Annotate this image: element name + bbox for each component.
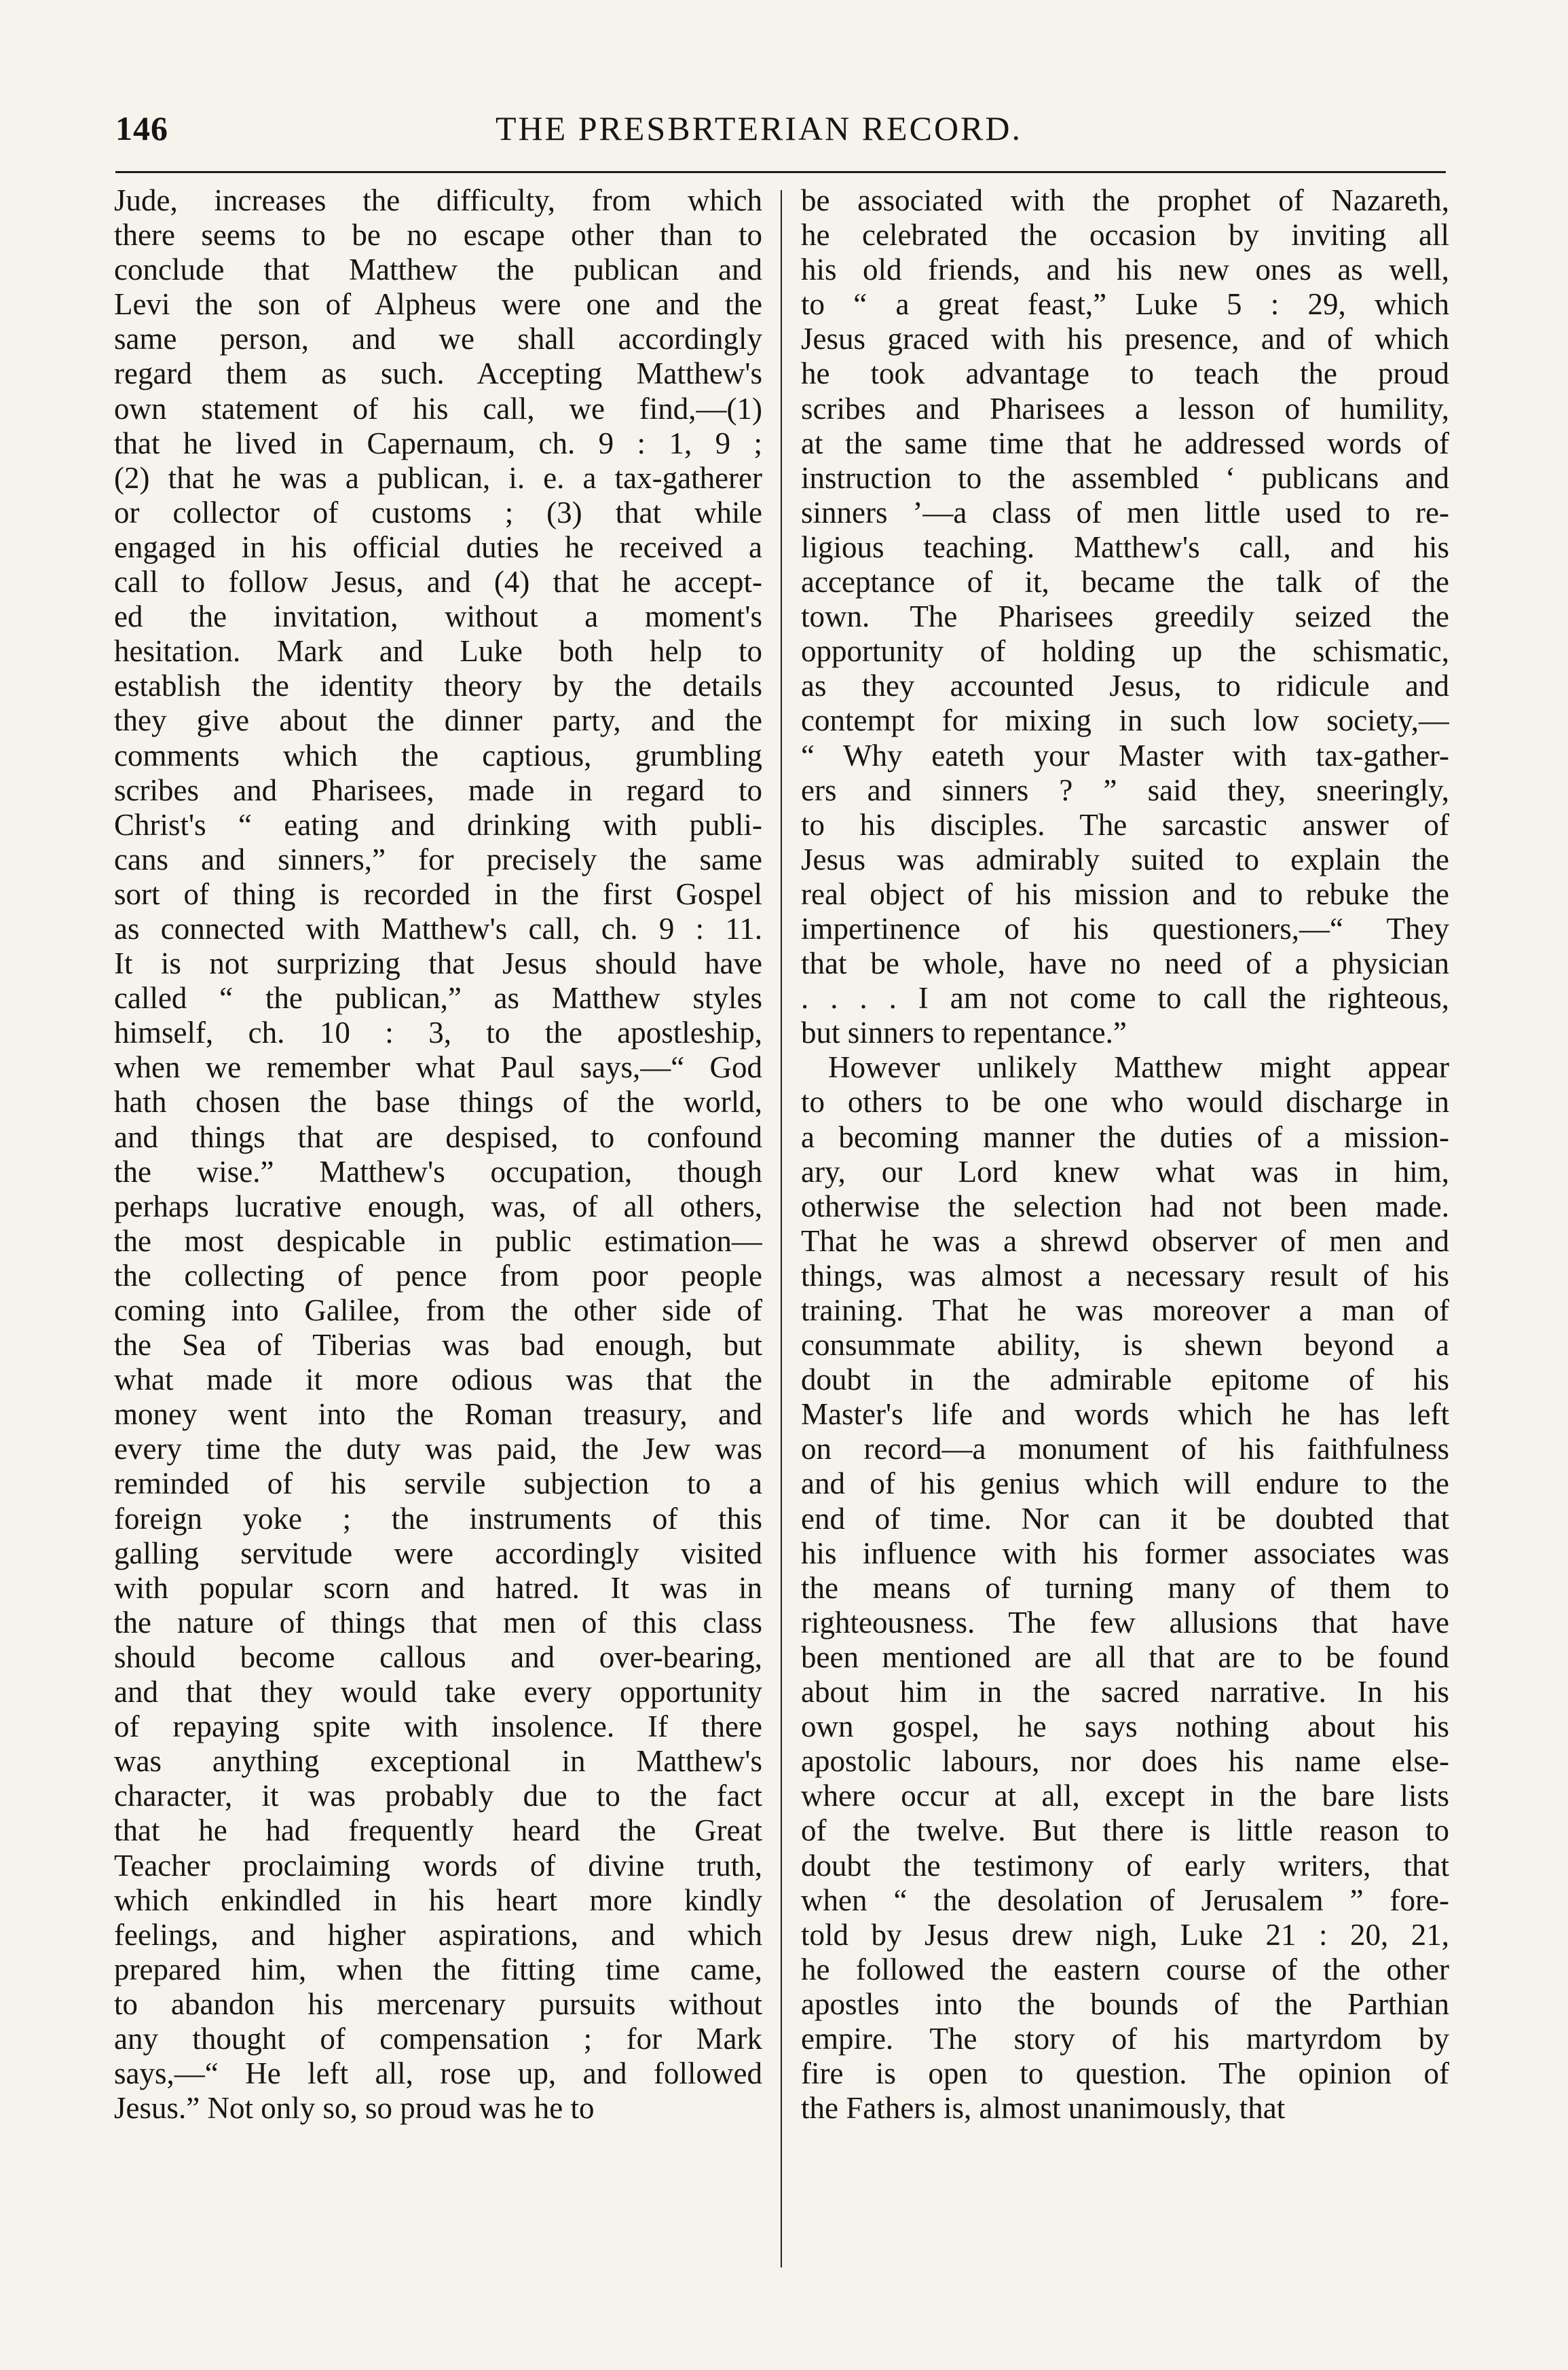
text-line: Levi the son of Alpheus were one and the (114, 287, 762, 322)
text-line: instruction to the assembled ‘ publicans and (801, 460, 1449, 495)
text-line: of the twelve. But there is little reason to (801, 1813, 1449, 1848)
text-line: doubt in the admirable epitome of his (801, 1363, 1449, 1397)
text-line: However unlikely Matthew might appear (828, 1050, 1449, 1085)
text-line: at the same time that he addressed words of (801, 426, 1449, 460)
text-line: the most despicable in public estimation— (114, 1223, 762, 1258)
text-line: be associated with the prophet of Nazareth, (801, 183, 1449, 217)
text-line: the nature of things that men of this class (114, 1605, 762, 1640)
text-line: end of time. Nor can it be doubted that (801, 1501, 1449, 1536)
text-line: sinners ’—a class of men little used to re- (801, 495, 1449, 530)
text-line: what made it more odious was that the (114, 1363, 762, 1397)
text-line: they give about the dinner party, and the (114, 703, 762, 738)
text-line: that be whole, have no need of a physician (801, 946, 1449, 981)
text-line: any thought of compensation ; for Mark (114, 2021, 762, 2056)
text-line: told by Jesus drew nigh, Luke 21 : 20, 21, (801, 1917, 1449, 1952)
text-line: righteousness. The few allusions that have (801, 1605, 1449, 1640)
text-line: he followed the eastern course of the other (801, 1952, 1449, 1986)
text-line: hesitation. Mark and Luke both help to (114, 634, 762, 669)
text-line: a becoming manner the duties of a mission- (801, 1119, 1449, 1154)
page-header (115, 109, 1446, 156)
text-line: ary, our Lord knew what was in him, (801, 1154, 1449, 1189)
text-line: and of his genius which will endure to the (801, 1466, 1449, 1501)
text-line: of repaying spite with insolence. If there (114, 1709, 762, 1744)
text-line: the Sea of Tiberias was bad enough, but (114, 1328, 762, 1363)
text-line: where occur at all, except in the bare lists (801, 1779, 1449, 1813)
text-line: apostolic labours, nor does his name else- (801, 1744, 1449, 1779)
text-line: things, was almost a necessary result of his (801, 1258, 1449, 1293)
text-line: ed the invitation, without a moment's (114, 599, 762, 634)
text-line: coming into Galilee, from the other side of (114, 1293, 762, 1327)
text-line: otherwise the selection had not been made. (801, 1189, 1449, 1223)
text-line: impertinence of his questioners,—“ They (801, 911, 1449, 946)
text-line: contempt for mixing in such low society,— (801, 703, 1449, 738)
header-rule (115, 171, 1446, 173)
text-line: his influence with his former associates was (801, 1536, 1449, 1570)
text-line: acceptance of it, became the talk of the (801, 565, 1449, 599)
text-line: on record—a monument of his faithfulness (801, 1432, 1449, 1466)
text-line: to “ a great feast,” Luke 5 : 29, which (801, 287, 1449, 322)
left-column (114, 183, 762, 2126)
text-line: which enkindled in his heart more kindly (114, 1883, 762, 1917)
text-line: doubt the testimony of early writers, that (801, 1848, 1449, 1883)
text-line: empire. The story of his martyrdom by (801, 2021, 1449, 2056)
text-line: Jesus graced with his presence, and of which (801, 322, 1449, 356)
text-line: call to follow Jesus, and (4) that he accept- (114, 565, 762, 599)
text-line: scribes and Pharisees a lesson of humility, (801, 391, 1449, 426)
column-divider (781, 190, 782, 2267)
text-line: or collector of customs ; (3) that while (114, 495, 762, 530)
text-line: the collecting of pence from poor people (114, 1258, 762, 1293)
text-line: himself, ch. 10 : 3, to the apostleship, (114, 1016, 762, 1050)
text-line: he took advantage to teach the proud (801, 356, 1449, 391)
text-line: . . . . I am not come to call the righteous, (801, 981, 1449, 1016)
text-line: when we remember what Paul says,—“ God (114, 1050, 762, 1085)
text-line: ligious teaching. Matthew's call, and his (801, 530, 1449, 564)
text-line: about him in the sacred narrative. In his (801, 1675, 1449, 1709)
text-line: was anything exceptional in Matthew's (114, 1744, 762, 1779)
text-line: perhaps lucrative enough, was, of all others, (114, 1189, 762, 1223)
text-line: apostles into the bounds of the Parthian (801, 1986, 1449, 2021)
text-line: “ Why eateth your Master with tax-gather- (801, 738, 1449, 773)
text-line: opportunity of holding up the schismatic, (801, 634, 1449, 669)
text-line: ers and sinners ? ” said they, sneeringly, (801, 773, 1449, 807)
text-line: sort of thing is recorded in the first Gospel (114, 876, 762, 911)
text-line: he celebrated the occasion by inviting all (801, 218, 1449, 253)
text-line: galling servitude were accordingly visited (114, 1536, 762, 1570)
text-line: called “ the publican,” as Matthew styles (114, 981, 762, 1016)
text-line: comments which the captious, grumbling (114, 738, 762, 773)
text-line: Jesus was admirably suited to explain the (801, 842, 1449, 876)
text-line: regard them as such. Accepting Matthew's (114, 356, 762, 391)
text-line: Teacher proclaiming words of divine truth, (114, 1848, 762, 1883)
text-line: and things that are despised, to confound (114, 1119, 762, 1154)
text-line: prepared him, when the fitting time came, (114, 1952, 762, 1986)
text-line: hath chosen the base things of the world, (114, 1085, 762, 1119)
text-line: That he was a shrewd observer of men and (801, 1223, 1449, 1258)
text-line: Christ's “ eating and drinking with publi- (114, 807, 762, 842)
text-line: as they accounted Jesus, to ridicule and (801, 669, 1449, 703)
text-line: Jude, increases the difficulty, from which (114, 183, 762, 217)
text-line: to abandon his mercenary pursuits without (114, 1986, 762, 2021)
text-line: Jesus.” Not only so, so proud was he to (114, 2091, 595, 2126)
text-line: scribes and Pharisees, made in regard to (114, 773, 762, 807)
text-line: feelings, and higher aspirations, and which (114, 1917, 762, 1952)
text-line: with popular scorn and hatred. It was in (114, 1570, 762, 1605)
text-line: real object of his mission and to rebuke the (801, 876, 1449, 911)
text-line: foreign yoke ; the instruments of this (114, 1501, 762, 1536)
text-line: (2) that he was a publican, i. e. a tax-gatherer (114, 460, 762, 495)
right-column (801, 183, 1449, 2126)
text-line: own statement of his call, we find,—(1) (114, 391, 762, 426)
text-line: reminded of his servile subjection to a (114, 1466, 762, 1501)
text-line: says,—“ He left all, rose up, and followed (114, 2056, 762, 2091)
page-number: 146 (115, 109, 168, 147)
text-line: establish the identity theory by the details (114, 669, 762, 703)
text-line: that he lived in Capernaum, ch. 9 : 1, 9 ; (114, 426, 762, 460)
text-line: cans and sinners,” for precisely the same (114, 842, 762, 876)
text-line: same person, and we shall accordingly (114, 322, 762, 356)
text-line: the wise.” Matthew's occupation, though (114, 1154, 762, 1189)
text-line: when “ the desolation of Jerusalem ” fore- (801, 1883, 1449, 1917)
text-line: Master's life and words which he has left (801, 1397, 1449, 1432)
text-line: engaged in his official duties he received a (114, 530, 762, 564)
text-line: fire is open to question. The opinion of (801, 2056, 1449, 2091)
running-title: THE PRESBRTERIAN RECORD. (496, 109, 1023, 147)
text-line: there seems to be no escape other than to (114, 218, 762, 253)
text-line: consummate ability, is shewn beyond a (801, 1328, 1449, 1363)
text-line: and that they would take every opportunity (114, 1675, 762, 1709)
text-line: conclude that Matthew the publican and (114, 253, 762, 287)
text-line: town. The Pharisees greedily seized the (801, 599, 1449, 634)
text-line: It is not surprizing that Jesus should have (114, 946, 762, 981)
text-line: own gospel, he says nothing about his (801, 1709, 1449, 1744)
text-line: character, it was probably due to the fact (114, 1779, 762, 1813)
text-line: the Fathers is, almost unanimously, that (801, 2091, 1286, 2126)
text-line: should become callous and over-bearing, (114, 1640, 762, 1674)
text-line: as connected with Matthew's call, ch. 9 : 11. (114, 911, 762, 946)
text-line: to others to be one who would discharge in (801, 1085, 1449, 1119)
text-line: money went into the Roman treasury, and (114, 1397, 762, 1432)
text-line: the means of turning many of them to (801, 1570, 1449, 1605)
text-line: his old friends, and his new ones as well, (801, 253, 1449, 287)
text-line: that he had frequently heard the Great (114, 1813, 762, 1848)
text-line: to his disciples. The sarcastic answer of (801, 807, 1449, 842)
text-line: training. That he was moreover a man of (801, 1293, 1449, 1327)
text-line: but sinners to repentance.” (801, 1016, 1127, 1050)
text-line: been mentioned are all that are to be found (801, 1640, 1449, 1674)
text-line: every time the duty was paid, the Jew was (114, 1432, 762, 1466)
